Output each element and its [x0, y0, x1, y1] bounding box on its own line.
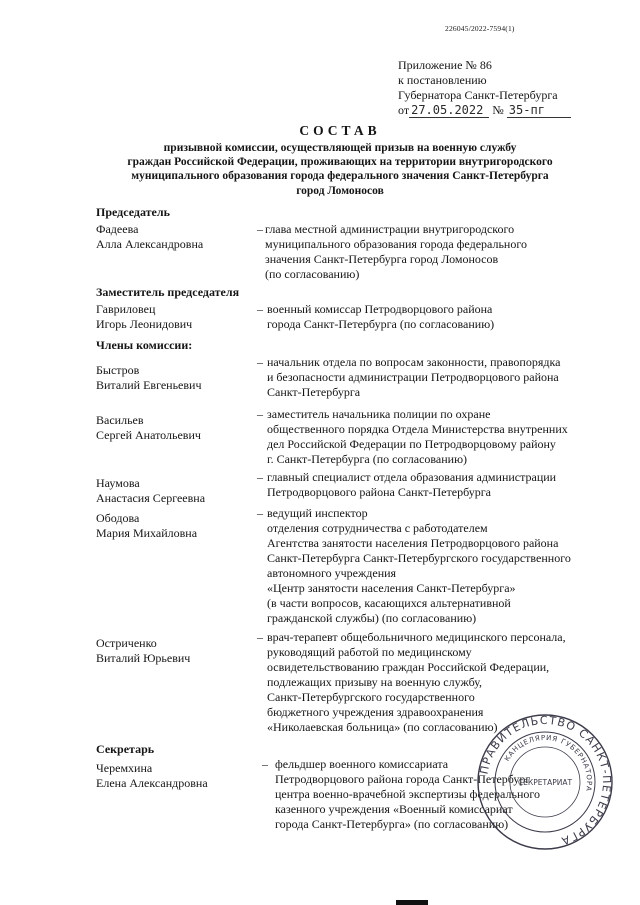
- member-position: [265, 222, 527, 282]
- member-name: [96, 363, 202, 393]
- position-line: города Санкт-Петербурга (по согласованию): [267, 317, 495, 331]
- section-deputy: Заместитель председателя: [96, 285, 240, 299]
- member-name: [96, 511, 197, 541]
- position-line: Санкт-Петербургского государственного: [267, 690, 475, 704]
- position-line: бюджетного учреждения здравоохранения: [267, 705, 484, 719]
- member-surname: Ободова: [96, 511, 140, 525]
- entry-dash: –: [262, 757, 268, 771]
- position-line: ведущий инспектор: [267, 506, 368, 520]
- position-line: главный специалист отдела образования администрации: [267, 470, 557, 484]
- member-given-names: Анастасия Сергеевна: [96, 491, 206, 505]
- position-line: города Санкт-Петербурга» (по согласованию): [275, 817, 509, 831]
- subtitle-line: граждан Российской Федерации, проживающих на территории внутригородского: [127, 156, 553, 169]
- member-name: [96, 636, 190, 666]
- scan-mark: [396, 900, 428, 905]
- stamp-inner-text: КАНЦЕЛЯРИЯ ГУБЕРНАТОРА: [503, 733, 594, 793]
- position-line: начальник отдела по вопросам законности, правопорядка: [267, 355, 561, 369]
- member-surname: Быстров: [96, 363, 140, 377]
- official-stamp-icon: [475, 712, 615, 852]
- document-number: 226045/2022-7594(1): [445, 24, 515, 33]
- title-block: [60, 123, 620, 198]
- member-name: [96, 222, 203, 252]
- document-title: СОСТАВ: [299, 123, 381, 138]
- position-line: Агентства занятости населения Петродворцового района: [267, 536, 559, 550]
- entry-dash: –: [257, 222, 263, 236]
- position-line: казенного учреждения «Военный комиссариат: [275, 802, 513, 816]
- position-line: руководящий работой по медицинскому: [267, 645, 472, 659]
- member-position: [267, 302, 494, 332]
- position-line: Петродворцового района Санкт-Петербурга: [267, 485, 491, 499]
- position-line: и безопасности администрации Петродворцового района: [267, 370, 559, 384]
- member-given-names: Игорь Леонидович: [96, 317, 193, 331]
- member-given-names: Сергей Анатольевич: [96, 428, 201, 442]
- position-line: гражданской службы) (по согласованию): [267, 611, 477, 625]
- position-line: отделения сотрудничества с работодателем: [267, 521, 488, 535]
- position-line: «Центр занятости населения Санкт-Петербурга»: [267, 581, 516, 595]
- entry-dash: –: [257, 630, 263, 644]
- member-given-names: Елена Александровна: [96, 776, 208, 790]
- appendix-line-1: Приложение № 86: [398, 58, 492, 72]
- position-line: (по согласованию): [265, 267, 360, 281]
- member-given-names: Виталий Евгеньевич: [96, 378, 202, 392]
- member-given-names: Виталий Юрьевич: [96, 651, 191, 665]
- position-line: заместитель начальника полиции по охране: [267, 407, 491, 421]
- position-line: муниципального образования города федерального: [265, 237, 527, 251]
- member-name: [96, 302, 192, 332]
- position-line: Санкт-Петербурга: [267, 385, 361, 399]
- position-line: автономного учреждения: [267, 566, 397, 580]
- position-line: Санкт-Петербурга Санкт-Петербургского государственного: [267, 551, 571, 565]
- position-line: освидетельствованию граждан Российской Федерации,: [267, 660, 550, 674]
- number-value: 35-пг: [507, 104, 571, 118]
- member-position: [267, 355, 560, 400]
- appendix-line-2: к постановлению: [398, 73, 487, 87]
- number-prefix: №: [492, 103, 504, 117]
- position-line: дел Российской Федерации по Петродворцовому району: [267, 437, 556, 451]
- member-surname: Васильев: [96, 413, 144, 427]
- member-surname: Наумова: [96, 476, 140, 490]
- appendix-date-line: [398, 103, 571, 118]
- section-secretary: Секретарь: [96, 742, 155, 756]
- entry-dash: –: [257, 506, 263, 520]
- position-line: (в части вопросов, касающихся альтернативной: [267, 596, 511, 610]
- entry-dash: –: [257, 470, 263, 484]
- appendix-block: [398, 58, 571, 118]
- date-value: 27.05.2022: [409, 104, 489, 118]
- position-line: подлежащих призыву на военную службу,: [267, 675, 483, 689]
- entry-dash: –: [257, 407, 263, 421]
- appendix-line-3: Губернатора Санкт-Петербурга: [398, 88, 558, 102]
- entry-dash: –: [257, 302, 263, 316]
- stamp-center-text: СЕКРЕТАРИАТ: [517, 778, 573, 787]
- member-name: [96, 476, 205, 506]
- section-chairman: Председатель: [96, 205, 170, 219]
- position-line: г. Санкт-Петербурга (по согласованию): [267, 452, 468, 466]
- subtitle-line: муниципального образования города федерального значения Санкт-Петербурга: [131, 170, 549, 183]
- subtitle-line: призывной комиссии, осуществляющей призыв на военную службу: [163, 142, 517, 154]
- member-given-names: Мария Михайловна: [96, 526, 198, 540]
- position-line: общественного порядка Отдела Министерства внутренних: [267, 422, 568, 436]
- stamp-outer-text: ПРАВИТЕЛЬСТВО САНКТ-ПЕТЕРБУРГА: [477, 713, 614, 848]
- member-position: [267, 470, 556, 500]
- member-position: [267, 506, 571, 626]
- member-name: [96, 413, 201, 443]
- member-given-names: Алла Александровна: [96, 237, 204, 251]
- position-line: глава местной администрации внутригородского: [265, 222, 515, 236]
- position-line: «Николаевская больница» (по согласованию): [267, 720, 498, 734]
- position-line: Петродворцового района города Санкт-Петербург: [275, 772, 531, 786]
- date-prefix: от: [398, 103, 410, 117]
- member-position: [267, 407, 568, 467]
- subtitle-line: город Ломоносов: [296, 184, 384, 197]
- position-line: фельдшер военного комиссариата: [275, 757, 449, 771]
- member-surname: Фадеева: [96, 222, 139, 236]
- member-surname: Остриченко: [96, 636, 157, 650]
- member-surname: Гавриловец: [96, 302, 156, 316]
- member-surname: Черемхина: [96, 761, 153, 775]
- position-line: значения Санкт-Петербурга город Ломоносов: [265, 252, 499, 266]
- position-line: врач-терапевт общебольничного медицинского персонала,: [267, 630, 566, 644]
- member-name: [96, 761, 208, 791]
- position-line: центра военно-врачебной экспертизы федерального: [275, 787, 540, 801]
- entry-dash: –: [257, 355, 263, 369]
- position-line: военный комиссар Петродворцового района: [267, 302, 493, 316]
- section-members: Члены комиссии:: [96, 338, 193, 352]
- document-subtitle: [60, 141, 620, 198]
